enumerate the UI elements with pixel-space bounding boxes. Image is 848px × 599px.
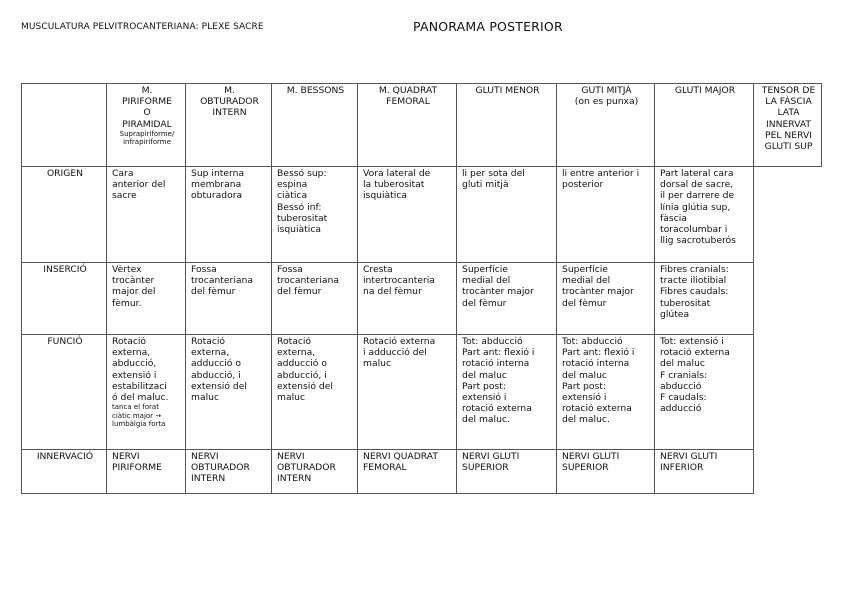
table-cell: Tot: abducció Part ant: flexió i rotació interna del maluc Part post: extensió i rotació externa del maluc. [457, 335, 557, 450]
table-cell: Vèrtex trocànter major del fèmur. [107, 263, 186, 335]
table-cell: Rotació externa i adducció del maluc [358, 335, 457, 450]
column-header-quadrat-femoral: M. QUADRAT FEMORAL [358, 84, 457, 167]
table-cell: Tot: abducció Part ant: flexió i rotació interna del maluc Part post: extensió i rotació externa del maluc. [557, 335, 655, 450]
table-cell: Superfície medial del trocànter major del fèmur [557, 263, 655, 335]
table-cell: Tot: extensió i rotació externa del maluc F cranials: abducció F caudals: adducció [655, 335, 754, 450]
empty-cell [754, 335, 822, 450]
document-subject-title: MUSCULATURA PELVITROCANTERIANA: PLEXE SACRE [21, 22, 264, 32]
table-cell: Cresta intertrocanteria na del fèmur [358, 263, 457, 335]
cell-note: tanca el forat ciàtic major → lumbàlgia forta [112, 403, 166, 429]
empty-cell [754, 167, 822, 263]
empty-cell [754, 263, 822, 335]
table-row-innervacio [22, 450, 822, 494]
table-row-origen [22, 167, 822, 263]
empty-cell [754, 450, 822, 494]
column-header-gluti-menor: GLUTI MENOR [457, 84, 557, 167]
column-header-tensor-fascia-lata: TENSOR DE LA FÀSCIA LATA INNERVAT PEL NERVI GLUTI SUP [754, 84, 822, 167]
table-cell: NERVI GLUTI SUPERIOR [557, 450, 655, 494]
row-label-insercio: INSERCIÓ [22, 263, 107, 335]
column-header-bessons: M. BESSONS [272, 84, 358, 167]
table-cell: Vora lateral de la tuberositat isquiàtica [358, 167, 457, 263]
muscle-table [21, 83, 822, 494]
table-row-funcio [22, 335, 822, 450]
table-cell: Part lateral cara dorsal de sacre, il per darrere de línia glútia sup, fàscia toracolumbar i llig sacrotuberós [655, 167, 754, 263]
column-header-gluti-mitja: GUTI MITJÀ (on es punxa) [557, 84, 655, 167]
table-cell: Bessó sup: espina ciàtica Bessó inf: tuberositat isquiàtica [272, 167, 358, 263]
table-cell: NERVI OBTURADOR INTERN [186, 450, 272, 494]
column-header-piriforme [107, 84, 186, 167]
table-cell: Rotació externa, adducció o abducció, i extensió del maluc [272, 335, 358, 450]
header-row [22, 84, 822, 167]
corner-cell [22, 84, 107, 167]
table-cell: Superfície medial del trocànter major del fèmur [457, 263, 557, 335]
table-cell: Fossa trocanteriana del fèmur [272, 263, 358, 335]
table-cell: NERVI OBTURADOR INTERN [272, 450, 358, 494]
table-row-insercio [22, 263, 822, 335]
table-cell: Sup interna membrana obturadora [186, 167, 272, 263]
cell-text: Rotació externa, abducció, extensió i estabilitzaci ó del maluc. [112, 336, 169, 404]
table-cell: li entre anterior i posterior [557, 167, 655, 263]
document-main-title: PANORAMA POSTERIOR [413, 19, 563, 34]
column-header-note: Suprapiriforme/ infrapiriforme [119, 129, 175, 147]
table-cell: Cara anterior del sacre [107, 167, 186, 263]
row-label-funcio: FUNCIÓ [22, 335, 107, 450]
column-header-obturador-intern: M. OBTURADOR INTERN [186, 84, 272, 167]
row-label-origen: ORIGEN [22, 167, 107, 263]
table-cell: NERVI GLUTI INFERIOR [655, 450, 754, 494]
table-cell: li per sota del gluti mitjà [457, 167, 557, 263]
table-cell-funcio-piriforme [107, 335, 186, 450]
column-header-label: M. PIRIFORME O PIRAMIDAL [122, 85, 172, 130]
table-cell: NERVI GLUTI SUPERIOR [457, 450, 557, 494]
table-cell: Rotació externa, adducció o abducció, i extensió del maluc [186, 335, 272, 450]
table-cell: Fibres cranials: tracte iliotibial Fibres caudals: tuberositat glútea [655, 263, 754, 335]
table-cell: Fossa trocanteriana del fèmur [186, 263, 272, 335]
row-label-innervacio: INNERVACIÓ [22, 450, 107, 494]
table-cell: NERVI PIRIFORME [107, 450, 186, 494]
table-cell: NERVI QUADRAT FEMORAL [358, 450, 457, 494]
column-header-gluti-major: GLUTI MAJOR [655, 84, 754, 167]
